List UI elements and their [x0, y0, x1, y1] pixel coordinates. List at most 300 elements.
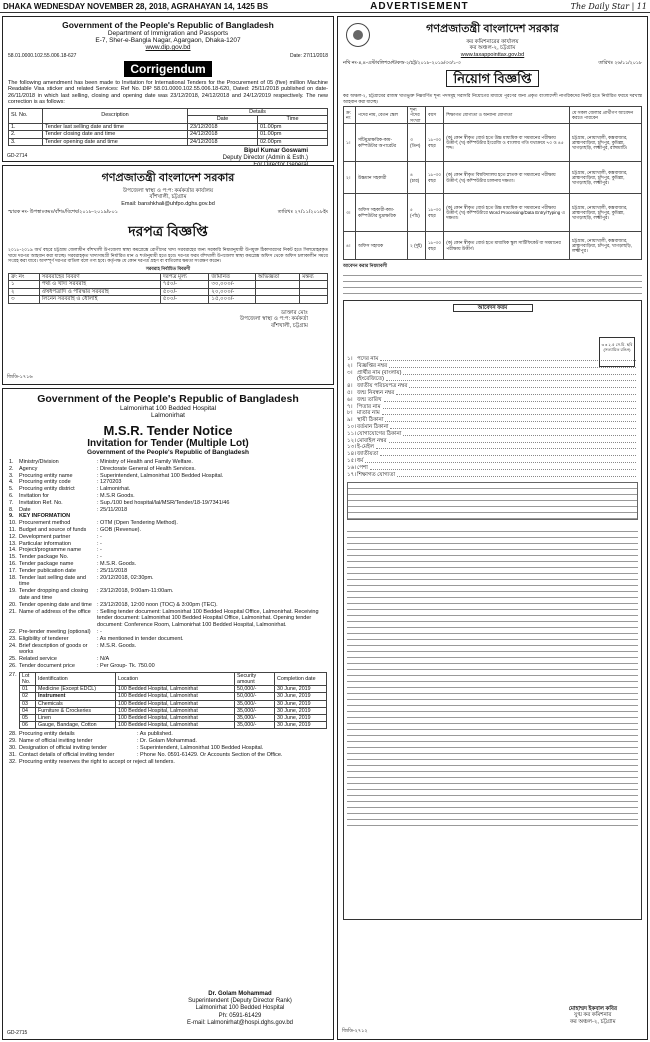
item-no: 26. — [9, 662, 17, 669]
list-item — [9, 745, 327, 752]
item-key: Project/programme name — [19, 547, 82, 554]
list-item — [9, 629, 327, 636]
cell: 04 — [20, 707, 36, 714]
table-row — [20, 714, 327, 721]
niyog-sign-2: যুগ্ম কর কমিশনার — [574, 1012, 612, 1019]
newspaper-masthead — [0, 0, 650, 13]
th: Security amount — [235, 672, 275, 685]
table-row — [344, 162, 642, 194]
item-no: 24. — [9, 642, 17, 649]
table-row — [20, 693, 327, 700]
dorpotro-ad — [2, 165, 334, 385]
cell: ৩ — [9, 296, 40, 304]
corrigendum-ad — [2, 16, 334, 162]
form-line: ১৬। পেশা — [347, 465, 638, 472]
niyog-apply-title: আবেদন করার নিয়মাবলী — [343, 263, 388, 269]
cell: 03 — [20, 700, 36, 707]
list-item — [9, 731, 327, 738]
list-item — [9, 473, 327, 480]
cell: (ক) কোন স্বীকৃত বিশ্ববিদ্যালয় হতে স্নাতক বা সমমানের পরীক্ষায় উত্তীর্ণ; (খ) কম্পিউটার চালনায় দক্ষতা। — [444, 162, 570, 194]
msr-hosp: Lalmonirhat 100 Bedded Hospital — [119, 405, 217, 412]
lot-table — [19, 672, 327, 730]
item-no: 10. — [9, 520, 17, 527]
item-key: Tender opening date and time — [19, 601, 92, 608]
cell: ১৫,০০০/- — [209, 296, 256, 304]
cell: ৩ (তিন) — [408, 124, 426, 162]
list-item — [9, 759, 327, 766]
item-value: : GOB (Revenue). — [97, 526, 142, 533]
cell: 100 Bedded Hospital, Lalmonirhat — [116, 707, 235, 714]
item-key: Procuring entity reserves the right to accept or reject all tenders. — [19, 758, 175, 765]
cell: 30 June, 2019 — [275, 686, 327, 693]
masthead-dateline: DHAKA WEDNESDAY NOVEMBER 28, 2018, AGRAHAYAN 14, 1425 BS — [3, 1, 269, 11]
form-label: প্রার্থীর নাম (বাংলায়) — [357, 369, 402, 376]
item-value: : Superintendent, Lalmonirhat 100 Bedded Hospital. — [97, 472, 224, 479]
niyog-website-link[interactable]: www.taxappointtax.gov.bd — [460, 51, 525, 58]
list-item — [9, 738, 327, 745]
cell: Instrument — [36, 693, 116, 700]
form-label: ই-মেইল — [357, 444, 374, 451]
dorpotro-sign-3: বাঁশখালী, চট্টগ্রাম — [270, 322, 308, 329]
table-row — [9, 138, 328, 146]
cell: Tender opening date and time — [43, 138, 188, 146]
item-value: : Per Group- Tk. 750.00 — [97, 662, 155, 669]
niyog-apply-text — [343, 270, 642, 294]
table-row — [20, 686, 327, 693]
list-item — [9, 527, 327, 534]
cell: 23/12/2018 — [188, 123, 258, 131]
corrigendum-label: Corrigendum — [124, 61, 211, 77]
niyog-gov: গণপ্রজাতন্ত্রী বাংলাদেশ সরকার — [426, 23, 559, 35]
item-no: 29. — [9, 738, 17, 745]
item-key: Agency — [19, 465, 38, 472]
masthead-paper-page: The Daily Star | 11 — [570, 1, 647, 11]
form-label: পিতার নাম — [357, 403, 381, 410]
corr-address: E-7, Sher-e-Bangla Nagar, Agargaon, Dhaka-1207 — [95, 37, 241, 44]
item-no: 20. — [9, 601, 17, 608]
form-line: ১৪। জাতীয়তা — [347, 451, 638, 458]
cell: 01.00pm — [258, 123, 328, 131]
cell: ৫০০/- — [160, 296, 209, 304]
table-row — [9, 288, 328, 296]
list-item — [9, 554, 327, 561]
item-key: Date — [19, 506, 31, 513]
msr-sign-phone: Ph: 0591-61429 — [218, 1012, 262, 1019]
cell: 05 — [20, 714, 36, 721]
item-no: 19. — [9, 588, 17, 595]
dorpotro-body: ২০১৮-২০১৯ অর্থ বছরে চট্টগ্রাম জেলাধীন বাঁশখালী উপজেলা স্বাস্থ্য কমপ্লেক্সে রোগীদের খাদ্য সরবরাহের জন্য সরকারি নিয়মানুযায়ী উপযুক্ত ঠিকাদারদের নিকট হতে সিলমোহরকৃত খামে দরপত্র আহবান করা যাচ্ছে। সরবরাহকৃত খাদ্যসামগ্রী নির্ধারিত মান ও শর্তানুযায়ী হতে হবে। দরপত্র ফরম বাঁশখালী উপজেলা স্বাস্থ্য কমপ্লেক্স অফিস থেকে অফিস চলাকালীন সময়ে সংগ্রহ করা যাবে। অসম্পূর্ণ দরপত্র বাতিল বলে গণ্য হবে। কর্তৃপক্ষ যে কোন দরপত্র গ্রহণ বা বাতিলের ক্ষমতা সংরক্ষণ করেন। — [8, 247, 328, 264]
table-row — [20, 707, 327, 714]
cell: 01.00pm — [258, 131, 328, 139]
item-no: 8. — [9, 506, 14, 513]
msr-city: Lalmonirhat — [151, 412, 185, 419]
form-label: জাতীয় পরিচয়পত্র নম্বর — [357, 383, 408, 390]
dorpotro-email: Email: banshkhali@uhfpo.dghs.gov.bd — [121, 200, 215, 207]
corr-th-date: Date — [188, 116, 258, 124]
item-key: Tender last selling date and time — [19, 574, 86, 588]
form-label: (ইংরেজিতে) — [357, 376, 384, 383]
th: শূন্য পদের সংখ্যা — [408, 107, 426, 124]
item-value: : - — [97, 628, 102, 635]
cell: ঔষধপত্রাদি ও পরিস্কার সরবরাহ — [39, 288, 160, 296]
th: ক্র: নং — [344, 107, 356, 124]
cell: 3. — [9, 138, 43, 146]
item-no: 18. — [9, 574, 17, 581]
item-value: : 25/11/2018 — [97, 567, 128, 574]
item-no: 9. — [9, 513, 14, 520]
cell: সাঁটমুদ্রাক্ষরিক-কাম-কম্পিউটার অপারেটর — [356, 124, 408, 162]
list-item — [9, 459, 327, 466]
form-line: ৩। প্রার্থীর নাম (বাংলায়) — [347, 370, 638, 377]
cell: ৫০০/- — [160, 288, 209, 296]
msr-code: GD-2715 — [7, 1030, 28, 1036]
cell — [300, 296, 328, 304]
item-key: Tender package name — [19, 560, 74, 567]
th: মন্তব্য — [300, 273, 328, 281]
msr-sign-email[interactable]: E-mail: Lalmonirhat@hospi.dghs.gov.bd — [186, 1019, 293, 1026]
th: দরপত্র মূল্য — [160, 273, 209, 281]
cell: ২ — [9, 288, 40, 296]
form-line: ১০। বর্তমান ঠিকানা — [347, 424, 638, 431]
item-key: Procurement method — [19, 520, 71, 527]
cell: ১৮-৩০ বছর — [426, 232, 444, 260]
item-no: 31. — [9, 751, 17, 758]
cell: Linen — [36, 714, 116, 721]
msr-gov: Government of the People's Republic of Bangladesh — [37, 393, 299, 405]
cell: উচ্চমান সহকারী — [356, 162, 408, 194]
corr-date: Date: 27/11/2018 — [290, 53, 328, 59]
cell: 30 June, 2019 — [275, 693, 327, 700]
form-line: ১৭। শিক্ষাগত যোগ্যতা — [347, 472, 638, 479]
item-no: 7. — [9, 499, 14, 506]
niyog-sign-3: কর অঞ্চল-২, চট্টগ্রাম — [569, 1018, 616, 1025]
form-line: ৪। জাতীয় পরিচয়পত্র নম্বর — [347, 383, 638, 390]
list-item — [9, 588, 327, 602]
table-row — [9, 281, 328, 289]
form-line: ১২। মোবাইল নম্বর — [347, 438, 638, 445]
cell: 30 June, 2019 — [275, 707, 327, 714]
form-line: ৮। মাতার নাম — [347, 410, 638, 417]
dorpotro-sub1: উপজেলা স্বাস্থ্য ও প:প: কর্মকর্তার কার্যালয় — [122, 188, 214, 194]
item-key: Ministry/Division — [19, 459, 59, 465]
list-item — [9, 656, 327, 663]
niyog-title: নিয়োগ বিজ্ঞপ্তি — [446, 70, 538, 87]
cell: চট্টগ্রাম, নোয়াখালী, কক্সবাজার, ব্রাহ্মণবাড়িয়া, চাঁদপুর, কুমিল্লা, খাগড়াছড়ি, লক্ষ্মীপুর। — [570, 162, 642, 194]
form-line: ৯। স্থায়ী ঠিকানা — [347, 417, 638, 424]
form-label: জন্ম তারিখ — [357, 396, 382, 403]
cell: অফিস সহকারী-কাম-কম্পিউটার মুদ্রাক্ষরিক — [356, 194, 408, 232]
form-label: বর্তমান ঠিকানা — [357, 424, 389, 431]
cell: ১ — [9, 281, 40, 289]
item-no: 13. — [9, 540, 17, 547]
cell: ৩০,০০০/- — [209, 281, 256, 289]
item-value: : - — [97, 533, 102, 540]
cell: 50,000/- — [235, 693, 275, 700]
item-no: 2. — [9, 465, 14, 472]
cell: পথ্য ও খাদ্য সরবরাহ — [39, 281, 160, 289]
item-no: 15. — [9, 554, 17, 561]
item-no: 21. — [9, 608, 17, 615]
list-item — [9, 520, 327, 527]
cell: 01 — [20, 686, 36, 693]
table-row — [9, 123, 328, 131]
msr-sign-hosp: Lalmonirhat 100 Bedded Hospital — [195, 1005, 285, 1012]
corr-th-time: Time — [258, 116, 328, 124]
cell: (ক) কোন স্বীকৃত বোর্ড হতে উচ্চ মাধ্যমিক বা সমমানের পরীক্ষায় উত্তীর্ণ; (খ) কম্পিউটার ইংরেজি ও বাংলায় গতি যথাক্রমে ৭০ ও ৪৫ শব্দ। — [444, 124, 570, 162]
cell: 02 — [20, 693, 36, 700]
niyog-sign-1: মোহাম্মদ ইকবাল কবির — [568, 1005, 617, 1012]
cell: চট্টগ্রাম, নোয়াখালী, কক্সবাজার, ব্রাহ্মণবাড়িয়া, চাঁদপুর, কুমিল্লা, খাগড়াছড়ি, লক্ষ্মীপুর, রাঙ্গামাটি। — [570, 124, 642, 162]
dorpotro-sign-1: ডাক্তার মোঃ — [281, 309, 308, 316]
item-key: Procuring entity details — [19, 731, 75, 738]
dorpotro-table — [8, 273, 328, 304]
item-value: : As published. — [137, 731, 173, 738]
msr-sign-name: Dr. Golam Mohammad — [208, 990, 272, 997]
item-value: : - — [97, 554, 102, 561]
item-value: : - — [97, 547, 102, 554]
list-item — [9, 507, 327, 514]
cell: 02.00pm — [258, 138, 328, 146]
dorpotro-title: দরপত্র বিজ্ঞপ্তি — [128, 223, 208, 240]
form-education-grid — [347, 482, 638, 520]
item-key: Invitation Ref. No. — [19, 499, 63, 506]
th: Completion date — [275, 672, 327, 685]
dorpotro-code: জিডি-১৭১৬ — [7, 374, 33, 380]
table-row — [344, 232, 642, 260]
form-label: মাতার নাম — [357, 410, 380, 417]
dorpotro-memo: স্মারক নং- উপস্বাঃকমঃ/বাঁশঃ/বিশেষ/২০১৮-২০১৯/৮০১ — [8, 209, 118, 216]
bangladesh-emblem-icon — [346, 23, 370, 47]
item-no: 30. — [9, 744, 17, 751]
form-line: ৫। জন্ম নিবন্ধন নম্বর — [347, 390, 638, 397]
list-item — [9, 493, 327, 500]
corr-table — [8, 108, 328, 147]
niyog-memo: নথি নং-৪,৪-এস্টাবলিশমেন্ট/কঅ-২/চট্ট/২০১৮-২০১৯/৩৩/১-৩ — [343, 61, 461, 67]
corr-th-sl: Sl. No. — [9, 108, 43, 123]
niyog-date: তারিখঃ ২৬/১১/২০১৮ — [598, 61, 642, 67]
cell: 100 Bedded Hospital, Lalmonirhat — [116, 693, 235, 700]
form-line: ১৩। ই-মেইল — [347, 444, 638, 451]
cell: ১৮-৩০ বছর — [426, 124, 444, 162]
th: শিক্ষাগত যোগ্যতা ও অন্যান্য যোগ্যতা — [444, 107, 570, 124]
niyog-table — [343, 106, 642, 260]
list-item — [9, 609, 327, 629]
item-key: Brief description of goods or works — [19, 642, 88, 656]
corr-code: GD-2714 — [7, 153, 28, 159]
form-line: ৭। পিতার নাম — [347, 404, 638, 411]
masthead-section: ADVERTISEMENT — [370, 0, 469, 12]
form-label: মোবাইল নম্বর — [357, 437, 387, 444]
cell — [300, 281, 328, 289]
cell: 35,000/- — [235, 714, 275, 721]
item-key: Pre-tender meeting (optional) — [19, 628, 91, 635]
list-item — [9, 752, 327, 759]
th: জামানত — [209, 273, 256, 281]
item-value — [97, 513, 327, 520]
form-line: ১। পদের নাম — [347, 356, 638, 363]
msr-info-list-2 — [9, 731, 327, 765]
list-item — [9, 513, 327, 520]
item-value: : 23/12/2018, 12:00 noon (TOC) & 3:00pm (TEC). — [97, 601, 218, 608]
list-item — [9, 602, 327, 609]
niyog-code: জিডি-২৭১২ — [342, 1028, 368, 1034]
cell: 30 June, 2019 — [275, 714, 327, 721]
item-no: 16. — [9, 560, 17, 567]
cell: ৪ (চার) — [408, 162, 426, 194]
table-row — [9, 296, 328, 304]
th: অভিজ্ঞতা — [255, 273, 299, 281]
item-no: 12. — [9, 533, 17, 540]
cell: 50,000/- — [235, 686, 275, 693]
item-value: : Dr. Golam Mohammad. — [137, 738, 197, 745]
msr-gov2: Government of the People's Republic of Bangladesh — [87, 449, 249, 456]
list-item — [9, 547, 327, 554]
cell: Medicine (Except EDCL) — [36, 686, 116, 693]
cell: (ক) কোন স্বীকৃত বোর্ড হতে মাধ্যমিক স্কুল সার্টিফিকেট বা সমমানের পরীক্ষায় উত্তীর্ণ। — [444, 232, 570, 260]
list-item — [9, 541, 327, 548]
cell: (ক) কোন স্বীকৃত বোর্ড হতে উচ্চ মাধ্যমিক বা সমমানের পরীক্ষায় উত্তীর্ণ; (খ) কম্পিউটারে Word Processing/Data Entry/Typing এ দক্ষতা। — [444, 194, 570, 232]
list-item — [9, 534, 327, 541]
cell: 100 Bedded Hospital, Lalmonirhat — [116, 714, 235, 721]
dorpotro-sub2: বাঁশখালী, চট্টগ্রাম — [149, 194, 187, 201]
item-value: : 23/12/2018, 9:00am-11:00am. — [97, 588, 174, 595]
form-label: জন্ম নিবন্ধন নম্বর — [357, 390, 395, 397]
th: বয়স — [426, 107, 444, 124]
cell: 2. — [9, 131, 43, 139]
form-line: ৬। জন্ম তারিখ — [347, 397, 638, 404]
cell: 35,000/- — [235, 722, 275, 729]
item-value: : M.S.R Goods. — [97, 492, 135, 499]
list-item — [9, 575, 327, 589]
form-label: পদের নাম — [357, 356, 379, 363]
item-no: 11. — [9, 526, 17, 533]
list-item — [9, 663, 327, 670]
item-no: 1. — [9, 459, 14, 465]
cell — [255, 288, 299, 296]
item-key: Procuring entity code — [19, 479, 71, 486]
cell: 1. — [9, 123, 43, 131]
th: Identification — [36, 672, 116, 685]
item-key: Development partner — [19, 533, 71, 540]
item-value: : As mentioned in tender document. — [97, 635, 184, 642]
th: সরবরাহের বিবরণ — [39, 273, 160, 281]
cell: 24/12/2018 — [188, 131, 258, 139]
item-value: : Superintendent, Lalmonirhat 100 Bedded Hospital. — [137, 744, 264, 751]
th: পদের নাম, বেতন স্কেল — [356, 107, 408, 124]
cell: ৭৫০/- — [160, 281, 209, 289]
form-title: আবেদন ফরম — [453, 304, 533, 312]
table-row — [344, 124, 642, 162]
item-value: : OTM (Open Tendering Method). — [97, 520, 178, 527]
corr-gov: Government of the People's Republic of Bangladesh — [62, 20, 274, 30]
item-no: 22. — [9, 628, 17, 635]
application-form — [343, 300, 642, 920]
cell: 100 Bedded Hospital, Lalmonirhat — [116, 686, 235, 693]
cell: ৩। — [344, 194, 356, 232]
form-label: স্থায়ী ঠিকানা — [357, 417, 384, 424]
cell: লিনেন সরবরাহ ও ধোলাই — [39, 296, 160, 304]
corr-website-link[interactable]: www.dip.gov.bd — [145, 44, 191, 51]
table-row — [20, 700, 327, 707]
cell: 35,000/- — [235, 700, 275, 707]
item-value: : - — [97, 540, 102, 547]
form-label: শিক্ষাগত যোগ্যতা — [357, 471, 396, 478]
corr-body: The following amendment has been made to Invitation for International Tenders for the Procurement of 05 (five) million Machine Readable Visa sticker and related Services: Ref No. DIP 58.01.0000.102.55.006.18-620, Dated: 25/11/2018 published on date-26/11/2018 in which last selling, closing and opening date was 23/12/2018, 24/12/2018 and 24/12/2019 respectively. The new correction is as follows: — [8, 80, 328, 106]
lot-row-no: 27. — [9, 671, 17, 678]
list-item — [9, 500, 327, 507]
cell: চট্টগ্রাম, নোয়াখালী, কক্সবাজার, ব্রাহ্মণবাড়িয়া, চাঁদপুর, খাগড়াছড়ি, লক্ষ্মীপুর। — [570, 232, 642, 260]
item-no: 32. — [9, 758, 17, 765]
msr-tender-ad — [2, 388, 334, 1040]
th: ক্র: নং — [9, 273, 40, 281]
cell: 35,000/- — [235, 707, 275, 714]
item-key: Invitation for — [19, 492, 49, 499]
cell: Gauge, Bandage, Cotton — [36, 722, 116, 729]
item-key: Procuring entity district — [19, 486, 75, 493]
th: Lot No. — [20, 672, 36, 685]
item-key: Name of address of the office — [19, 608, 91, 615]
form-line: ১১। যোগাযোগের ঠিকানা — [347, 431, 638, 438]
list-item — [9, 466, 327, 473]
niyog-sub2: কর অঞ্চল-২, চট্টগ্রাম — [469, 45, 516, 52]
item-key: Eligibility of tenderer — [19, 635, 69, 642]
niyog-ad — [337, 16, 648, 1040]
table-row — [20, 722, 327, 729]
msr-subtitle: Invitation for Tender (Multiple Lot) — [87, 438, 249, 449]
list-item — [9, 479, 327, 486]
cell: Tender closing date and time — [43, 131, 188, 139]
th: যে সকল জেলার প্রার্থীগণ আবেদন করতে পারবেন — [570, 107, 642, 124]
cell: 30 June, 2019 — [275, 700, 327, 707]
niyog-sub1: কর কমিশনারের কার্যালয় — [466, 39, 519, 45]
form-line: ১৫। ধর্ম — [347, 458, 638, 465]
cell: ৫ (পাঁচ) — [408, 194, 426, 232]
item-value: : 20/12/2018, 02:30pm. — [97, 574, 154, 581]
item-no: 3. — [9, 472, 14, 479]
form-label: বিজ্ঞপ্তির নম্বর — [357, 362, 388, 369]
corr-sign-name: Bipul Kumar Goswami — [243, 148, 308, 155]
cell — [255, 281, 299, 289]
dorpotro-gov: গণপ্রজাতন্ত্রী বাংলাদেশ সরকার — [101, 172, 235, 184]
cell: ১। — [344, 124, 356, 162]
corr-th-desc: Description — [43, 108, 188, 123]
cell: 30 June, 2019 — [275, 722, 327, 729]
item-no: 28. — [9, 731, 17, 738]
form-instructions — [347, 526, 638, 826]
item-key: Particular information — [19, 540, 71, 547]
cell: ৪। — [344, 232, 356, 260]
item-no: 5. — [9, 486, 14, 493]
item-value: : 25/11/2018 — [97, 506, 128, 513]
item-no: 23. — [9, 635, 17, 642]
cell: 24/12/2018 — [188, 138, 258, 146]
item-value: : Sup./100 bed hospital/lal/MSR/Tender/18-19/7341/46 — [97, 499, 230, 506]
cell: ১৮-৩০ বছর — [426, 162, 444, 194]
item-key: Designation of official inviting tender — [19, 744, 107, 751]
cell: 100 Bedded Hospital, Lalmonirhat — [116, 722, 235, 729]
item-value: : Lalmonirhat. — [97, 486, 131, 493]
cell: ২ (দুই) — [408, 232, 426, 260]
item-value: : M.S.R. Goods. — [97, 560, 137, 567]
cell: চট্টগ্রাম, নোয়াখালী, কক্সবাজার, ব্রাহ্মণবাড়িয়া, চাঁদপুর, কুমিল্লা, খাগড়াছড়ি, লক্ষ্মীপুর। — [570, 194, 642, 232]
corr-th-details: Details — [188, 108, 328, 116]
item-key: KEY INFORMATION — [19, 513, 71, 520]
cell: ২। — [344, 162, 356, 194]
item-value: : M.S.R. Goods. — [97, 642, 137, 649]
item-key: Budget and source of funds — [19, 526, 87, 533]
dorpotro-table-title: সরবরাহ নির্বাচিত বিবরণী — [145, 266, 191, 272]
form-label: যোগাযোগের ঠিকানা — [357, 430, 402, 437]
